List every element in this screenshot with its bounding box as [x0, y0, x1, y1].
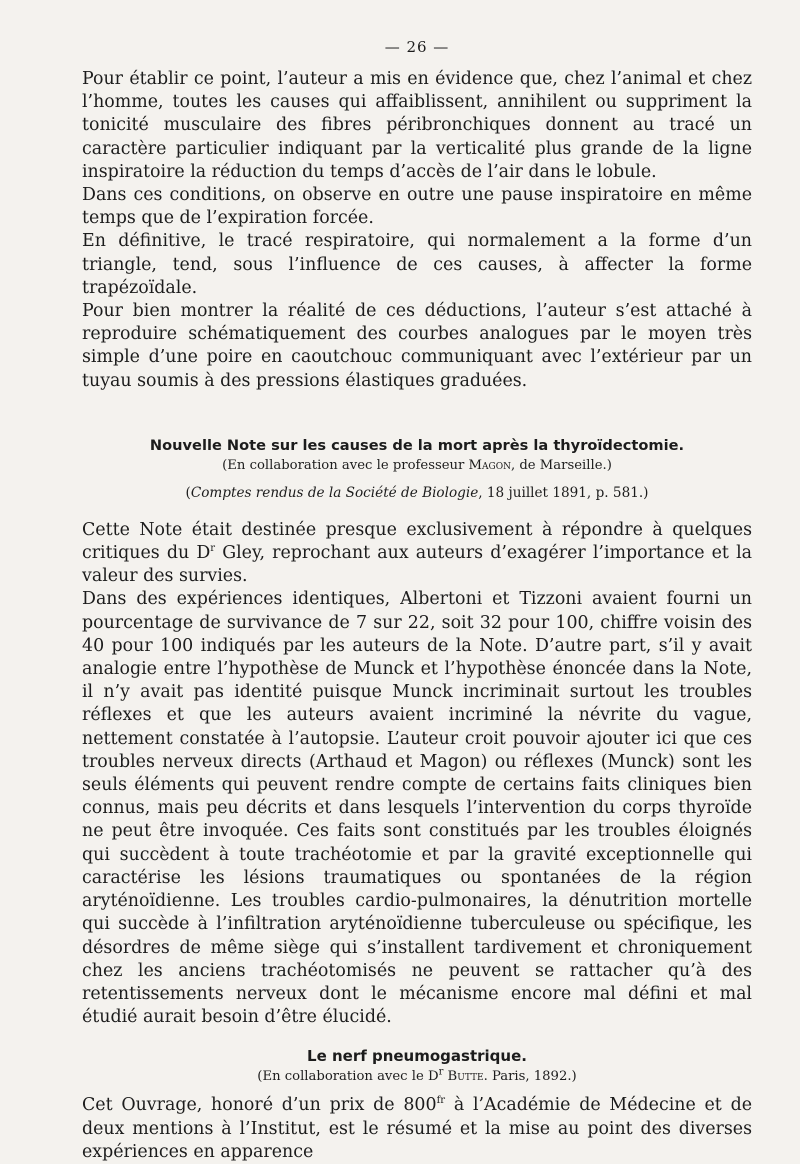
- paragraph-ouvrage-rest: à l’Académie de Médecine et de deux mentions à l’Institut, est le résumé et la mise au point des diverses expériences en apparence: [82, 1095, 752, 1162]
- paragraph-note-2: Dans des expériences identiques, Albertoni et Tizzoni avaient fourni un pourcentage de survivance de 7 sur 22, soit 32 pour 100, chiffre voisin des 40 pour 100 indiqués par les auteurs de la Note. D’autre part, s’il y avait analogie entre l’hypothèse de Munck et l’hypothèse énoncée dans la Note, il n’y avait pas identité puisque Munck incriminait surtout les troubles réflexes et que les auteurs avaient incriminé la névrite du vague, nettement constatée à l’autopsie. L’auteur croit pouvoir ajouter ici que ces troubles nerveux directs (Arthaud et Magon) ou réflexes (Munck) sont les seuls éléments qui peuvent rendre compte de certains faits cliniques bien connus, mais peu décrits et dans lesquels l’intervention du corps thyroïde ne peut être invoquée. Ces faits sont constitués par les troubles éloignés qui succèdent à toute trachéotomie et par la gravité exceptionnelle qui caractérise les lésions traumatiques ou spontanées de la région aryténoïdienne. Les troubles cardio-pulmonaires, la dénutrition mortelle qui succède à l’infiltration aryténoïdienne tuberculeuse ou spécifique, les désordres de même siège qui s’installent tardivement et chroniquement chez les anciens trachéotomisés ne peuvent se rattacher qu’à des retentissements nerveux dont le mécanisme encore mal défini et mal étudié aurait besoin d’être élucidé.: [82, 589, 752, 1028]
- paragraph-intro-4: Pour bien montrer la réalité de ces déductions, l’auteur s’est attaché à reproduire schématiquement des courbes analogues par le moyen très simple d’une poire en caoutchouc communiquant avec l’extérieur par un tuyau soumis à des pressions élastiques graduées.: [82, 301, 752, 391]
- paragraph-intro-2: Dans ces conditions, on observe en outre une pause inspiratoire en même temps que de l’expiration forcée.: [82, 185, 752, 229]
- page-number: — 26 —: [384, 38, 450, 56]
- paragraph-note-1-rest: Gley, reprochant aux auteurs d’exagérer l’importance et la valeur des survies.: [82, 543, 752, 587]
- collab-prefix: (En collaboration avec le professeur: [222, 457, 469, 473]
- collab-suffix: , de Marseille.): [510, 457, 612, 473]
- collab-name: Magon: [468, 457, 511, 473]
- doctor-sup: r: [210, 543, 216, 555]
- paragraph-ouvrage: [82, 1094, 752, 1164]
- source-date: , 18 juillet 1891, p. 581.): [478, 484, 649, 501]
- collab2-sup: r: [438, 1066, 444, 1078]
- paragraph-ouvrage-start: Cet Ouvrage, honoré d’un prix de 800: [82, 1095, 437, 1116]
- collaboration-note-2: [82, 1066, 752, 1085]
- section-title-thyroidectomie: Nouvelle Note sur les causes de la mort après la thyroïdectomie.: [149, 436, 685, 454]
- paragraph-note-1: [82, 519, 752, 589]
- paragraph-intro-1: Pour établir ce point, l’auteur a mis en évidence que, chez l’animal et chez l’homme, toutes les causes qui affaiblissent, annihilent ou suppriment la tonicité musculaire des fibres péribronchiques donnent au tracé un caractère particulier indiquant par la verticalité plus grande de la ligne inspiratoire la réduction du temps d’accès de l’air dans le lobule.: [82, 69, 752, 182]
- section-title-pneumogastrique: Le nerf pneumogastrique.: [307, 1047, 527, 1066]
- collab2-suffix: . Paris, 1892.): [483, 1069, 577, 1085]
- paragraph-intro-3: En définitive, le tracé respiratoire, qui normalement a la forme d’un triangle, tend, sous l’influence de ces causes, à affecter la forme trapézoïdale.: [82, 231, 752, 298]
- collab2-name: Butte: [447, 1069, 484, 1085]
- francs-sup: fr: [436, 1095, 446, 1107]
- source-open: (: [185, 484, 191, 501]
- source-journal: Comptes rendus de la Société de Biologie: [190, 484, 479, 501]
- paragraph-note-1-start: Cette Note était destinée presque exclusivement à répondre à quelques critiques du D: [82, 519, 752, 564]
- publication-source: [82, 485, 752, 501]
- collab2-prefix: (En collaboration avec le D: [257, 1069, 439, 1085]
- collaboration-note-1: [82, 458, 752, 473]
